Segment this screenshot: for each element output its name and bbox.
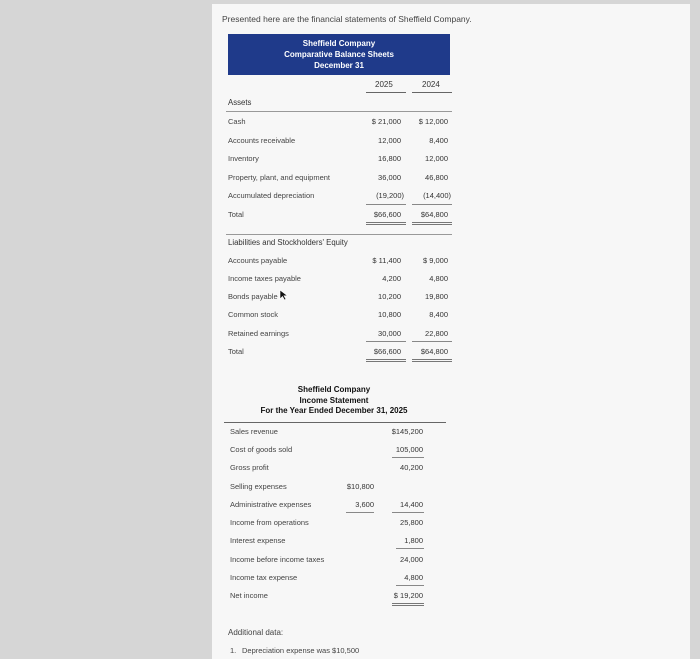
assets-subtotal-rule-2024 [412,204,452,205]
is-expenses-rule [392,512,424,513]
liab-subtotal-rule-2025 [366,341,406,342]
assets-heading-rule [226,111,452,112]
balance-sheet-header [228,34,450,75]
liab-retained-2024: 22,800 [425,329,448,338]
is-label-tax: Income tax expense [230,573,298,582]
is-tax-value: 4,800 [404,573,423,582]
bs-col-2025: 2025 [375,80,393,89]
is-operations-value: 25,800 [400,518,423,527]
liab-total-double-rule-2024 [412,359,452,362]
is-sales-value: $145,200 [391,427,423,436]
is-gross-value: 40,200 [400,463,423,472]
liab-label-total: Total [228,347,244,356]
liab-taxes-2025: 4,200 [382,274,401,283]
is-cogs-value: 105,000 [395,445,423,454]
additional-item-number: 1. [230,646,237,655]
liab-label-common: Common stock [228,310,279,319]
asset-cash-2024: $ 12,000 [418,117,448,126]
intro-text: Presented here are the financial statements of Sheffield Company. [222,14,472,24]
asset-label-inventory: Inventory [228,154,259,163]
is-cogs-rule [392,457,424,458]
asset-label-accum-dep: Accumulated depreciation [228,191,315,200]
asset-label-total: Total [228,210,244,219]
asset-accum-dep-2025: (19,200) [376,191,404,200]
asset-total-2024: $64,800 [420,210,448,219]
is-label-gross: Gross profit [230,463,269,472]
assets-heading: Assets [228,98,252,107]
liab-taxes-2024: 4,800 [429,274,448,283]
assets-subtotal-rule-2025 [366,204,406,205]
is-interest-value: 1,800 [404,536,423,545]
asset-ppe-2025: 36,000 [378,173,401,182]
is-total-expenses-value: 14,400 [400,500,423,509]
asset-inventory-2024: 12,000 [425,154,448,163]
is-selling-value: $10,800 [346,482,374,491]
is-label-operations: Income from operations [230,518,309,527]
asset-ar-2025: 12,000 [378,136,401,145]
liab-bonds-2024: 19,800 [425,292,448,301]
income-statement-header [224,385,444,417]
bs-col-2025-rule [366,92,406,93]
asset-ppe-2024: 46,800 [425,173,448,182]
liab-total-2025: $66,600 [373,347,401,356]
is-label-cogs: Cost of goods sold [230,445,293,454]
is-admin-rule [346,512,374,513]
is-label-before-tax: Income before income taxes [230,555,325,564]
document-sheet [212,4,690,659]
liab-label-bonds: Bonds payable [228,292,278,301]
asset-ar-2024: 8,400 [429,136,448,145]
is-label-sales: Sales revenue [230,427,278,436]
asset-cash-2025: $ 21,000 [371,117,401,126]
liab-ap-2025: $ 11,400 [372,256,401,265]
additional-heading: Additional data: [228,628,284,637]
liab-bonds-2025: 10,200 [378,292,401,301]
is-title-statement: Income Statement [299,395,369,405]
is-interest-rule [396,548,424,549]
asset-label-ar: Accounts receivable [228,136,296,145]
bs-title-date: December 31 [314,61,364,70]
is-before-tax-value: 24,000 [400,555,423,564]
is-label-selling: Selling expenses [230,482,287,491]
assets-total-double-rule-2024 [412,222,452,225]
liabilities-heading: Liabilities and Stockholders' Equity [228,238,348,247]
bs-title-company: Sheffield Company [302,39,376,48]
bs-col-2024-rule [412,92,452,93]
liab-common-2024: 8,400 [429,310,448,319]
liab-total-2024: $64,800 [420,347,448,356]
is-label-interest: Interest expense [230,536,286,545]
liab-total-double-rule-2025 [366,359,406,362]
asset-label-ppe: Property, plant, and equipment [228,173,331,182]
is-net-double-rule [392,603,424,606]
liab-retained-2025: 30,000 [378,329,401,338]
is-admin-value: 3,600 [355,500,374,509]
is-tax-rule [396,585,424,586]
assets-total-double-rule-2025 [366,222,406,225]
asset-label-cash: Cash [228,117,246,126]
bs-col-2024: 2024 [422,80,440,89]
is-title-period: For the Year Ended December 31, 2025 [260,406,408,415]
is-header-rule [224,422,446,423]
mouse-cursor-icon [279,289,289,301]
liab-top-rule [226,234,452,235]
liab-subtotal-rule-2024 [412,341,452,342]
liab-label-retained: Retained earnings [228,329,289,338]
is-label-net: Net income [230,591,268,600]
liab-label-ap: Accounts payable [228,256,288,265]
liab-ap-2024: $ 9,000 [422,256,448,265]
liab-label-taxes: Income taxes payable [228,274,301,283]
asset-inventory-2025: 16,800 [378,154,401,163]
liab-common-2025: 10,800 [378,310,401,319]
asset-total-2025: $66,600 [373,210,401,219]
additional-item-text: Depreciation expense was $10,500 [242,646,360,655]
bs-title-statement: Comparative Balance Sheets [284,50,394,59]
is-title-company: Sheffield Company [297,385,371,394]
is-label-admin: Administrative expenses [230,500,312,509]
is-net-value: $ 19,200 [393,591,423,600]
asset-accum-dep-2024: (14,400) [423,191,451,200]
